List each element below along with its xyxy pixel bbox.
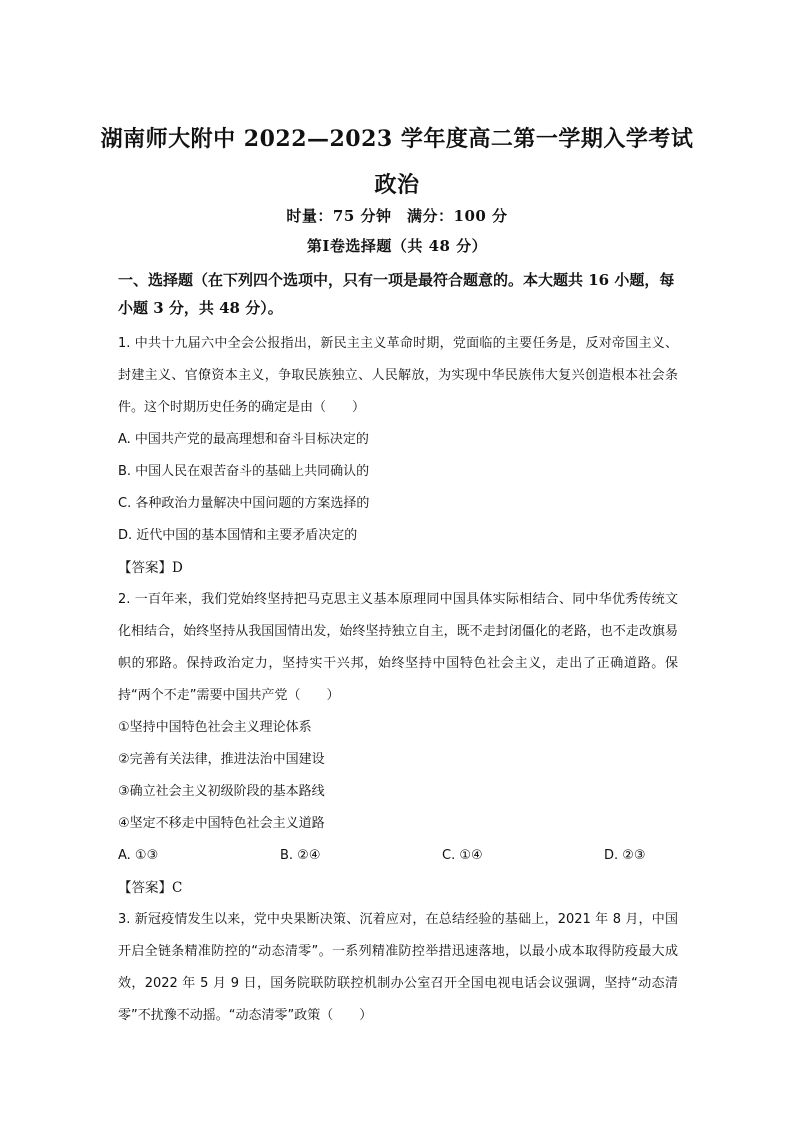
option-b: B. ②④: [280, 848, 321, 863]
exam-title: 湖南师大附中 2022—2023 学年度高二第一学期入学考试: [100, 126, 694, 152]
option-b: B. 中国人民在艰苦奋斗的基础上共同确认的: [118, 464, 370, 479]
option-d: D. 近代中国的基本国情和主要矛盾决定的: [118, 528, 358, 543]
answer: 【答案】D: [118, 560, 183, 576]
answer: 【答案】C: [118, 880, 183, 896]
option-a: A. 中国共产党的最高理想和奋斗目标决定的: [118, 432, 369, 447]
options-row: [118, 840, 678, 872]
subject-title: 政治: [374, 172, 420, 198]
exam-meta: 时量：75 分钟 满分：100 分: [286, 207, 508, 225]
statement-3: ③确立社会主义初级阶段的基本路线: [118, 784, 325, 799]
question-3: [118, 904, 678, 1032]
option-c: C. 各种政治力量解决中国问题的方案选择的: [118, 496, 370, 511]
part-heading: 第Ⅰ卷选择题（共 48 分）: [306, 237, 488, 255]
statement-1: ①坚持中国特色社会主义理论体系: [118, 720, 312, 735]
option-d: D. ②③: [604, 848, 646, 863]
statement-4: ④坚定不移走中国特色社会主义道路: [118, 816, 325, 831]
option-c: C. ①④: [442, 848, 483, 863]
section-heading: 一、选择题（在下列四个选项中，只有一项是最符合题意的。本大题共 16 小题，每小题 3 分，共 48 分）。: [118, 271, 675, 317]
question-1: [118, 328, 678, 584]
question-stem: 2. 一百年来，我们党始终坚持把马克思主义基本原理同中国具体实际相结合、同中华优秀传统文化相结合，始终坚持从我国国情出发，始终坚持独立自主，既不走封闭僵化的老路，也不走改旗易帜的邪路。保持政治定力，坚持实干兴邦，始终坚持中国特色社会主义，走出了正确道路。保持“两个不走”需要中国共产党（ ）: [118, 592, 678, 703]
exam-content: [118, 266, 678, 1032]
question-2: [118, 584, 678, 904]
statement-2: ②完善有关法律，推进法治中国建设: [118, 752, 325, 767]
option-a: A. ①③: [118, 848, 159, 863]
question-stem: 1. 中共十九届六中全会公报指出，新民主主义革命时期，党面临的主要任务是，反对帝国主义、封建主义、官僚资本主义，争取民族独立、人民解放，为实现中华民族伟大复兴创造根本社会条件。这个时期历史任务的确定是由（ ）: [118, 336, 678, 415]
question-stem: 3. 新冠疫情发生以来，党中央果断决策、沉着应对，在总结经验的基础上，2021 年 8 月，中国开启全链条精准防控的“动态清零”。一系列精准防控举措迅速落地，以最小成本取得防疫最大成效，2022 年 5 月 9 日，国务院联防联控机制办公室召开全国电视电话会议强调，坚持“动态清零”不扰豫不动摇。“动态清零”政策（ ）: [118, 912, 678, 1023]
